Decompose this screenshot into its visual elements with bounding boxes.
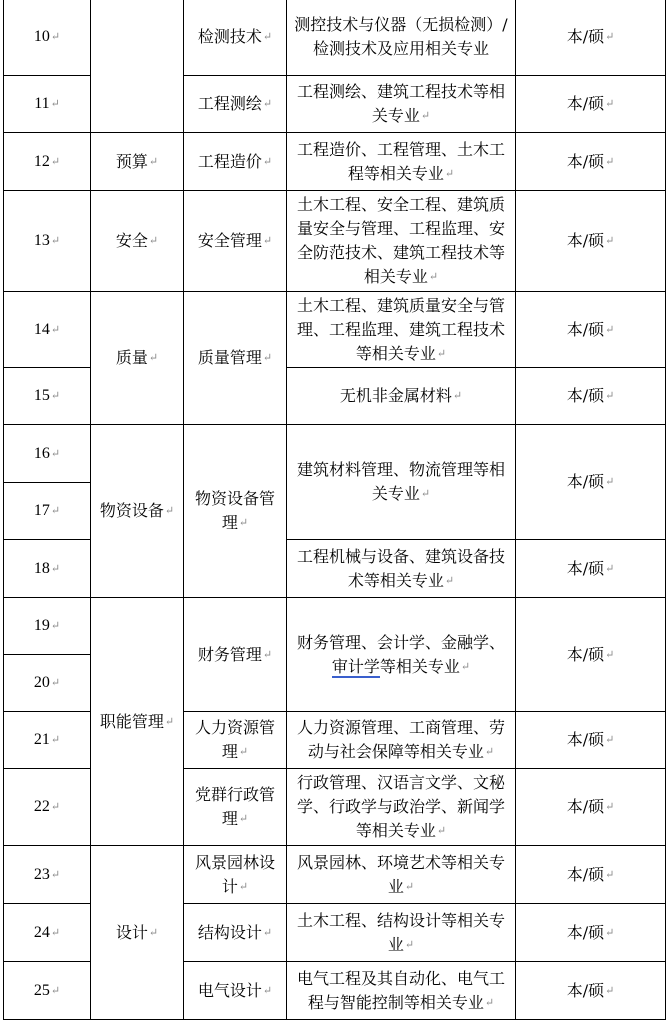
degree-cell: 本/硕↵ — [516, 292, 666, 368]
major-cell: 人力资源管理、工商管理、劳动与社会保障等相关专业↵ — [287, 712, 516, 769]
row-number: 14↵ — [4, 292, 91, 368]
position-cell: 工程测绘↵ — [184, 76, 287, 133]
position-cell: 结构设计↵ — [184, 904, 287, 962]
major-cell: 土木工程、结构设计等相关专业↵ — [287, 904, 516, 962]
major-cell: 电气工程及其自动化、电气工程与智能控制等相关专业↵ — [287, 962, 516, 1020]
major-cell: 财务管理、会计学、金融学、审计学等相关专业↵ — [287, 598, 516, 712]
category-cell — [91, 0, 184, 133]
degree-cell: 本/硕↵ — [516, 133, 666, 191]
major-cell: 土木工程、安全工程、建筑质量安全与管理、工程监理、安全防范技术、建筑工程技术等相关专业↵ — [287, 191, 516, 292]
major-cell: 工程机械与设备、建筑设备技术等相关专业↵ — [287, 540, 516, 598]
major-cell: 工程测绘、建筑工程技术等相关专业↵ — [287, 76, 516, 133]
degree-cell: 本/硕↵ — [516, 846, 666, 904]
category-cell: 质量↵ — [91, 292, 184, 425]
major-cell: 测控技术与仪器（无损检测）/检测技术及应用相关专业 — [287, 0, 516, 76]
degree-cell: 本/硕↵ — [516, 0, 666, 76]
row-number: 15↵ — [4, 368, 91, 425]
degree-cell: 本/硕↵ — [516, 368, 666, 425]
degree-cell: 本/硕↵ — [516, 712, 666, 769]
table-row — [4, 0, 666, 76]
row-number: 22↵ — [4, 769, 91, 846]
degree-cell: 本/硕↵ — [516, 904, 666, 962]
table-row — [4, 598, 666, 655]
category-cell: 物资设备↵ — [91, 425, 184, 598]
row-number: 23↵ — [4, 846, 91, 904]
table-row — [4, 133, 666, 191]
row-number: 16↵ — [4, 425, 91, 483]
degree-cell: 本/硕↵ — [516, 598, 666, 712]
major-cell: 建筑材料管理、物流管理等相关专业↵ — [287, 425, 516, 540]
position-cell: 物资设备管理↵ — [184, 425, 287, 598]
table-row — [4, 292, 666, 368]
major-cell: 土木工程、建筑质量安全与管理、工程监理、建筑工程技术等相关专业↵ — [287, 292, 516, 368]
degree-cell: 本/硕↵ — [516, 962, 666, 1020]
row-number: 10↵ — [4, 0, 91, 76]
major-cell: 无机非金属材料↵ — [287, 368, 516, 425]
table-row — [4, 191, 666, 292]
spellcheck-underline: 审计学 — [331, 656, 380, 676]
row-number: 25↵ — [4, 962, 91, 1020]
category-cell: 预算↵ — [91, 133, 184, 191]
table-row — [4, 425, 666, 483]
position-cell: 电气设计↵ — [184, 962, 287, 1020]
position-cell: 风景园林设计↵ — [184, 846, 287, 904]
recruitment-table — [3, 0, 666, 1020]
row-number: 18↵ — [4, 540, 91, 598]
position-cell: 人力资源管理↵ — [184, 712, 287, 769]
position-cell: 检测技术↵ — [184, 0, 287, 76]
row-number: 19↵ — [4, 598, 91, 655]
degree-cell: 本/硕↵ — [516, 769, 666, 846]
position-cell: 财务管理↵ — [184, 598, 287, 712]
row-number: 13↵ — [4, 191, 91, 292]
row-number: 11↵ — [4, 76, 91, 133]
degree-cell: 本/硕↵ — [516, 191, 666, 292]
position-cell: 工程造价↵ — [184, 133, 287, 191]
position-cell: 党群行政管理↵ — [184, 769, 287, 846]
row-number: 20↵ — [4, 655, 91, 712]
major-cell: 行政管理、汉语言文学、文秘学、行政学与政治学、新闻学等相关专业↵ — [287, 769, 516, 846]
degree-cell: 本/硕↵ — [516, 540, 666, 598]
major-cell: 工程造价、工程管理、土木工程等相关专业↵ — [287, 133, 516, 191]
position-cell: 质量管理↵ — [184, 292, 287, 425]
row-number: 21↵ — [4, 712, 91, 769]
category-cell: 设计↵ — [91, 846, 184, 1020]
row-number: 17↵ — [4, 483, 91, 540]
row-number: 12↵ — [4, 133, 91, 191]
category-cell: 职能管理↵ — [91, 598, 184, 846]
row-number: 24↵ — [4, 904, 91, 962]
degree-cell: 本/硕↵ — [516, 76, 666, 133]
degree-cell: 本/硕↵ — [516, 425, 666, 540]
position-cell: 安全管理↵ — [184, 191, 287, 292]
major-cell: 风景园林、环境艺术等相关专业↵ — [287, 846, 516, 904]
category-cell: 安全↵ — [91, 191, 184, 292]
table-row — [4, 846, 666, 904]
